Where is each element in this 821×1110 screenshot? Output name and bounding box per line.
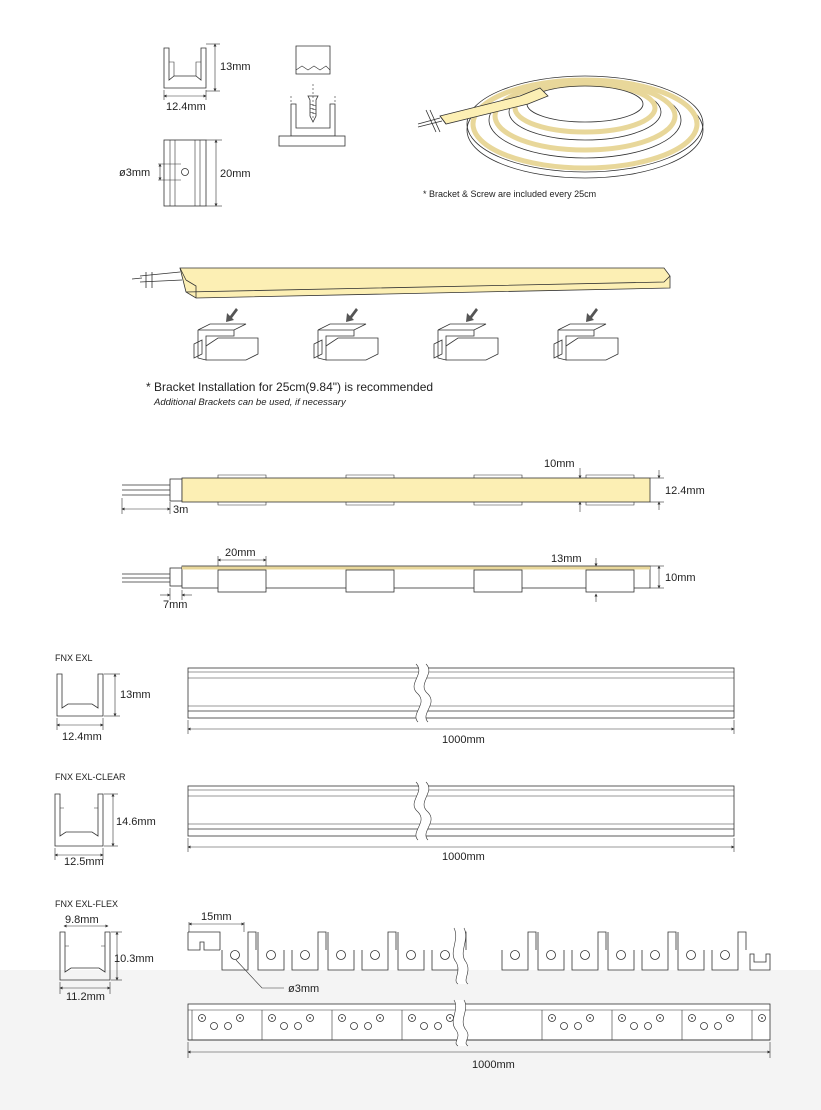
profile-2-height: 14.6mm (116, 816, 156, 828)
comb-hole (337, 951, 346, 960)
bar-hole-dot (379, 1017, 381, 1019)
sideview-strip-height-label: 10mm (665, 572, 696, 584)
strip-perspective (132, 268, 670, 298)
profile-2-name: FNX EXL-CLEAR (55, 772, 126, 782)
profile-2-length: 1000mm (442, 851, 485, 863)
bar-hole-dot (341, 1017, 343, 1019)
profile-3-top-width: 9.8mm (65, 914, 99, 926)
comb-segment (362, 932, 396, 970)
sideview-bracket-length-label: 20mm (225, 547, 256, 559)
comb-segment (222, 932, 256, 970)
hole-diameter-label: ø3mm (119, 167, 151, 179)
cable-length-label: 3m (173, 504, 189, 516)
bar-hole-dot (239, 1017, 241, 1019)
strip-side-view (122, 556, 664, 602)
bracket-bottom-view (158, 140, 222, 206)
comb-hole (441, 951, 450, 960)
profile-3-section (60, 926, 122, 994)
comb-hole (721, 951, 730, 960)
profile-1-section (57, 674, 120, 730)
profile-1-height: 13mm (120, 689, 151, 701)
profile-2-length-view (188, 782, 734, 852)
bar-hole-dot (411, 1017, 413, 1019)
bar-hole-dot (271, 1017, 273, 1019)
comb-segment (572, 932, 606, 970)
profile-2-width: 12.5mm (64, 856, 104, 868)
bar-hole-dot (551, 1017, 553, 1019)
comb-segment (678, 932, 704, 970)
comb-hole (407, 951, 416, 960)
bracket-height-label: 13mm (220, 61, 251, 73)
comb-hole (651, 951, 660, 960)
bar-hole-dot (761, 1017, 763, 1019)
comb-hole (687, 951, 696, 960)
comb-hole (267, 951, 276, 960)
comb-segment (538, 932, 564, 970)
sideview-bracket-depth-label: 13mm (551, 553, 582, 565)
comb-hole (581, 951, 590, 960)
profile-3-hole: ø3mm (288, 983, 320, 995)
bar-hole-dot (621, 1017, 623, 1019)
bar-hole-dot (659, 1017, 661, 1019)
install-subnote: Additional Brackets can be used, if necessary (154, 397, 346, 408)
comb-hole (231, 951, 240, 960)
end-gap-label: 7mm (163, 599, 188, 611)
install-brackets (194, 308, 618, 360)
bar-hole-dot (729, 1017, 731, 1019)
profile-2-section (55, 794, 118, 860)
bracket-width-label: 12.4mm (166, 101, 206, 113)
bar-hole-dot (309, 1017, 311, 1019)
profile-3-segment: 15mm (201, 911, 232, 923)
bar-hole-dot (589, 1017, 591, 1019)
profile-3-flex-comb (188, 922, 770, 988)
comb-segment (328, 932, 354, 970)
topview-bracket-width-label: 10mm (544, 458, 575, 470)
comb-hole (617, 951, 626, 960)
comb-segment (712, 932, 746, 970)
profile-3-height: 10.3mm (114, 953, 154, 965)
comb-hole (371, 951, 380, 960)
comb-segment (642, 932, 676, 970)
strip-top-view (122, 468, 664, 514)
profile-3-width: 11.2mm (66, 991, 105, 1003)
comb-segment (398, 932, 424, 970)
bracket-end-view (164, 44, 220, 100)
bar-hole-dot (449, 1017, 451, 1019)
profile-3-length: 1000mm (472, 1059, 515, 1071)
comb-segment (502, 932, 536, 970)
screw-assembly-icon (279, 46, 345, 146)
bar-hole-dot (691, 1017, 693, 1019)
profile-1-length: 1000mm (442, 734, 485, 746)
coiled-strip-illustration (418, 76, 703, 178)
comb-hole (511, 951, 520, 960)
bar-hole-dot (201, 1017, 203, 1019)
bracket-length-label: 20mm (220, 168, 251, 180)
comb-hole (301, 951, 310, 960)
comb-segment (608, 932, 634, 970)
comb-segment (292, 932, 326, 970)
comb-segment (258, 932, 284, 970)
topview-strip-width-label: 12.4mm (665, 485, 705, 497)
profile-1-width: 12.4mm (62, 731, 102, 743)
screw-note: * Bracket & Screw are included every 25cm (423, 189, 597, 199)
profile-3-flex-bar (188, 1000, 770, 1058)
comb-hole (547, 951, 556, 960)
profile-1-name: FNX EXL (55, 653, 93, 663)
profile-3-name: FNX EXL-FLEX (55, 899, 119, 909)
install-note: * Bracket Installation for 25cm(9.84") is recommended (146, 380, 434, 394)
profile-1-length-view (188, 664, 734, 734)
